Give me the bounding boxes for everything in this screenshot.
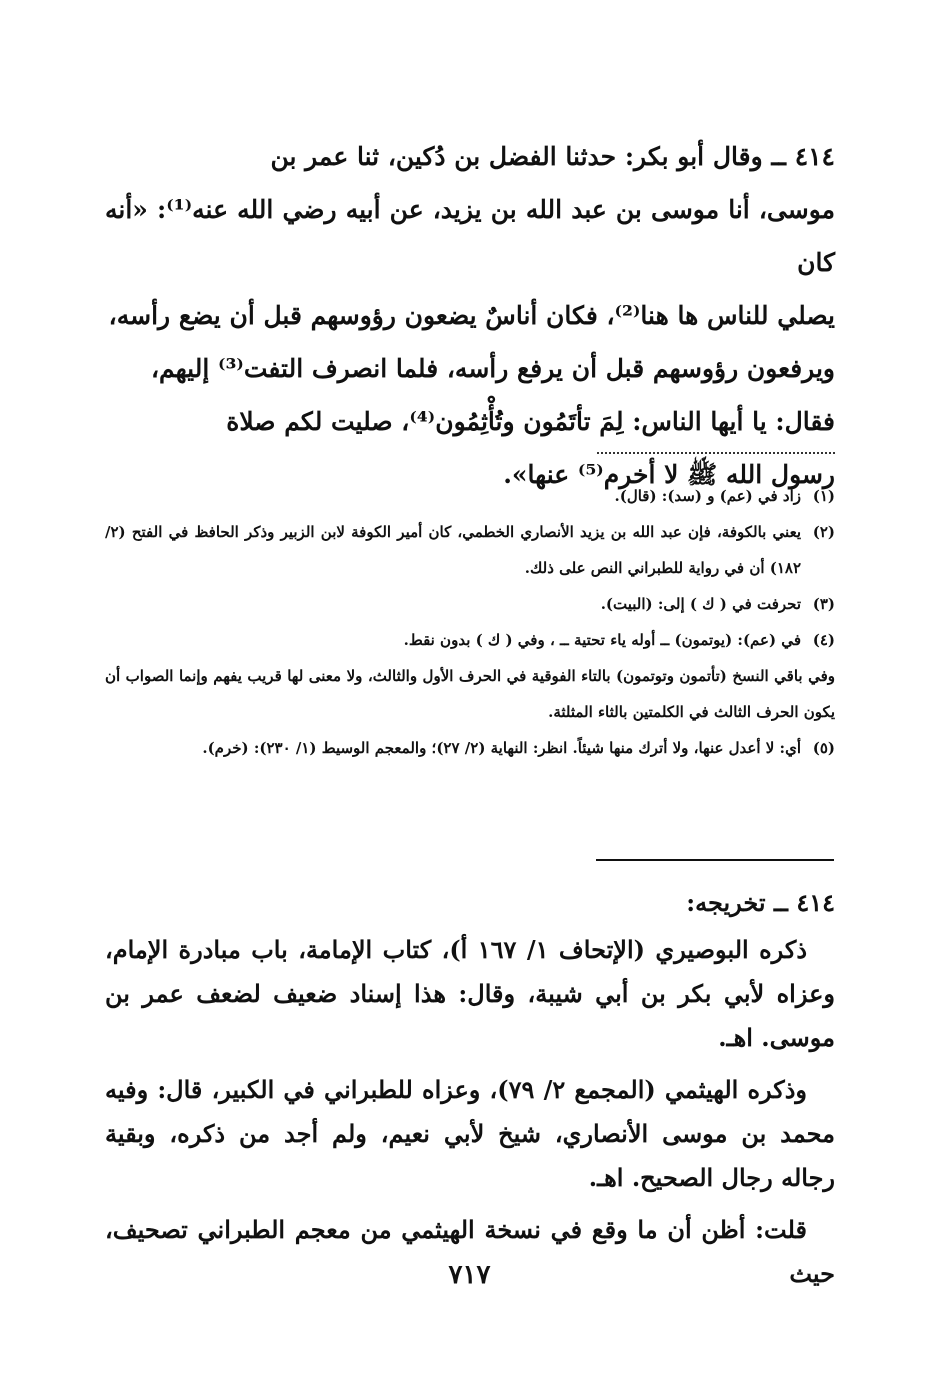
footnotes (105, 478, 835, 766)
footnote-text: في (عم): (يوتمون) ــ أوله ياء تحتية ــ ، وفي ( ك ) بدون نقط. (403, 631, 801, 649)
hadith-line: ويرفعون رؤوسهم قبل أن يرفع رأسه، فلما انصرف التفت⁽³⁾ إليهم، (150, 354, 835, 383)
hadith-line: ٤١٤ ــ وقال أبو بكر: حدثنا الفضل بن دُكين، ثنا عمر بن (270, 142, 835, 171)
takhrij-heading: ٤١٤ ــ تخريجه: (686, 888, 835, 917)
takhrij-paragraph: ذكره البوصيري (الإتحاف ١/ ١٦٧ أ)، كتاب الإمامة، باب مبادرة الإمام، وعزاه لأبي بكر بن أبي شيبة، وقال: هذا إسناد ضعيف لضعف عمر بن موسى. اهـ. (105, 935, 835, 1052)
footnote-item (105, 622, 835, 658)
footnote-continuation: وفي باقي النسخ (تأتمون وتوتمون) بالتاء الفوقية في الحرف الأول والثالث، ولا معنى لها قريب يفهم وإنما الصواب أن يكون الحرف الثالث في الكلمتين بالثاء المثلثة. (105, 667, 835, 721)
footnote-text: أي: لا أعدل عنها، ولا أترك منها شيئاً. انظر: النهاية (٢/ ٢٧)؛ والمعجم الوسيط (١/ ٢٣٠): (خرم). (202, 739, 801, 757)
footnote-number: (٣) (812, 595, 835, 613)
footnote-separator-dots (597, 452, 835, 460)
hadith-line: يصلي للناس ها هنا⁽²⁾، فكان أناسٌ يضعون رؤوسهم قبل أن يضع رأسه، (108, 301, 835, 330)
footnote-text: زاد في (عم) و (سد): (قال). (614, 487, 801, 505)
footnote-number: (١) (812, 487, 835, 505)
footnote-item (105, 586, 835, 622)
footnote-number: (٢) (812, 523, 835, 541)
footnote-text: تحرفت في ( ك ) إلى: (البيت). (600, 595, 801, 613)
section-divider (596, 859, 834, 861)
takhrij-section (105, 880, 835, 1304)
page-number: ٧١٧ (448, 1260, 491, 1290)
hadith-line: فقال: يا أيها الناس: لِمَ تأتَمُون وتُأْثِمُون⁽⁴⁾، صليت لكم صلاة (226, 407, 835, 436)
hadith-text (105, 130, 835, 501)
footnote-item (105, 730, 835, 766)
footnote-number: (٥) (812, 739, 835, 757)
hadith-line: رسول الله ﷺ لا أخرم⁽⁵⁾ عنها». (503, 460, 835, 489)
footnote-item (105, 478, 835, 514)
hadith-line: موسى، أنا موسى بن عبد الله بن يزيد، عن أبيه رضي الله عنه⁽¹⁾: «أنه كان (105, 195, 836, 277)
footnote-item (105, 514, 835, 586)
footnote-number: (٤) (812, 631, 835, 649)
footnote-text: يعني بالكوفة، فإن عبد الله بن يزيد الأنصاري الخطمي، كان أمير الكوفة لابن الزبير وذكر الحافظ في الفتح (٢/ ١٨٢) أن في رواية للطبراني النص على ذلك. (105, 523, 801, 577)
takhrij-paragraph: وذكره الهيثمي (المجمع ٢/ ٧٩)، وعزاه للطبراني في الكبير، قال: وفيه محمد بن موسى الأنصاري، شيخ لأبي نعيم، ولم أجد من ذكره، وبقية رجاله رجال الصحيح. اهـ. (105, 1075, 835, 1192)
takhrij-paragraph: قلت: أظن أن ما وقع في نسخة الهيثمي من معجم الطبراني تصحيف، حيث (105, 1215, 835, 1288)
